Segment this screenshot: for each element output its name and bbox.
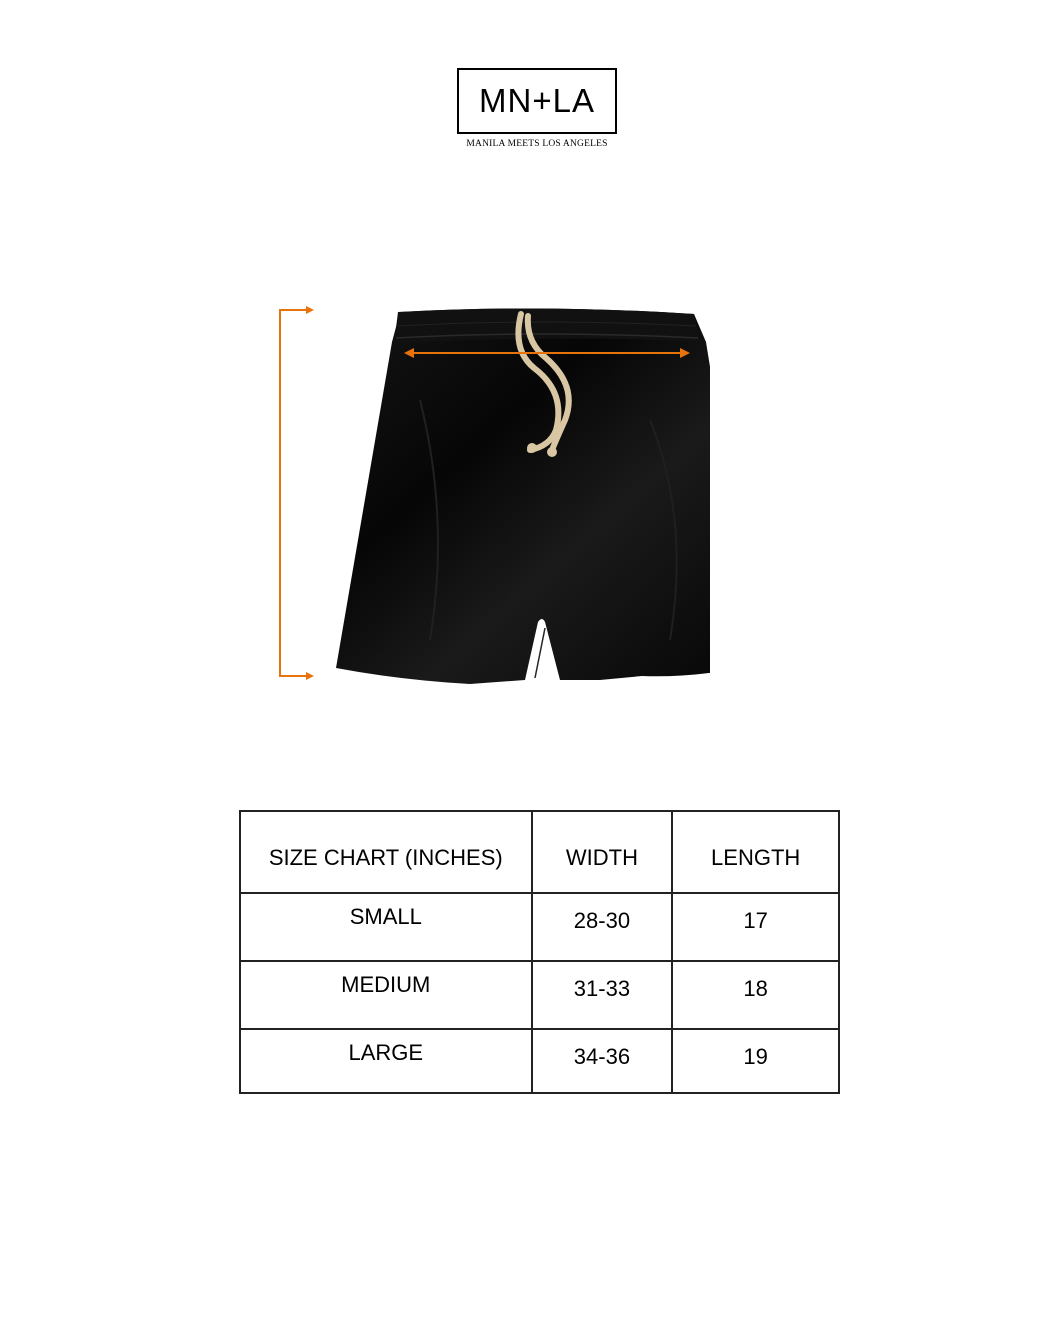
width-medium: 31-33 [532, 961, 673, 1029]
size-label-medium: MEDIUM [240, 961, 532, 1029]
header-size-chart: SIZE CHART (INCHES) [240, 811, 532, 893]
length-large: 19 [672, 1029, 839, 1093]
brand-logo-text: MN+LA [479, 82, 595, 119]
width-small: 28-30 [532, 893, 673, 961]
brand-tagline: MANILA MEETS LOS ANGELES [466, 139, 608, 149]
brand-logo [457, 68, 617, 134]
table-row [240, 961, 839, 1029]
product-diagram [270, 296, 710, 696]
width-large: 34-36 [532, 1029, 673, 1093]
table-row [240, 893, 839, 961]
shorts-image [336, 308, 710, 684]
header-width: WIDTH [532, 811, 673, 893]
size-chart-table [239, 810, 840, 1094]
length-medium: 18 [672, 961, 839, 1029]
size-chart-header-row [240, 811, 839, 893]
header-length: LENGTH [672, 811, 839, 893]
size-label-large: LARGE [240, 1029, 532, 1093]
length-small: 17 [672, 893, 839, 961]
size-label-small: SMALL [240, 893, 532, 961]
table-row [240, 1029, 839, 1093]
length-measure-arrow [280, 306, 314, 680]
